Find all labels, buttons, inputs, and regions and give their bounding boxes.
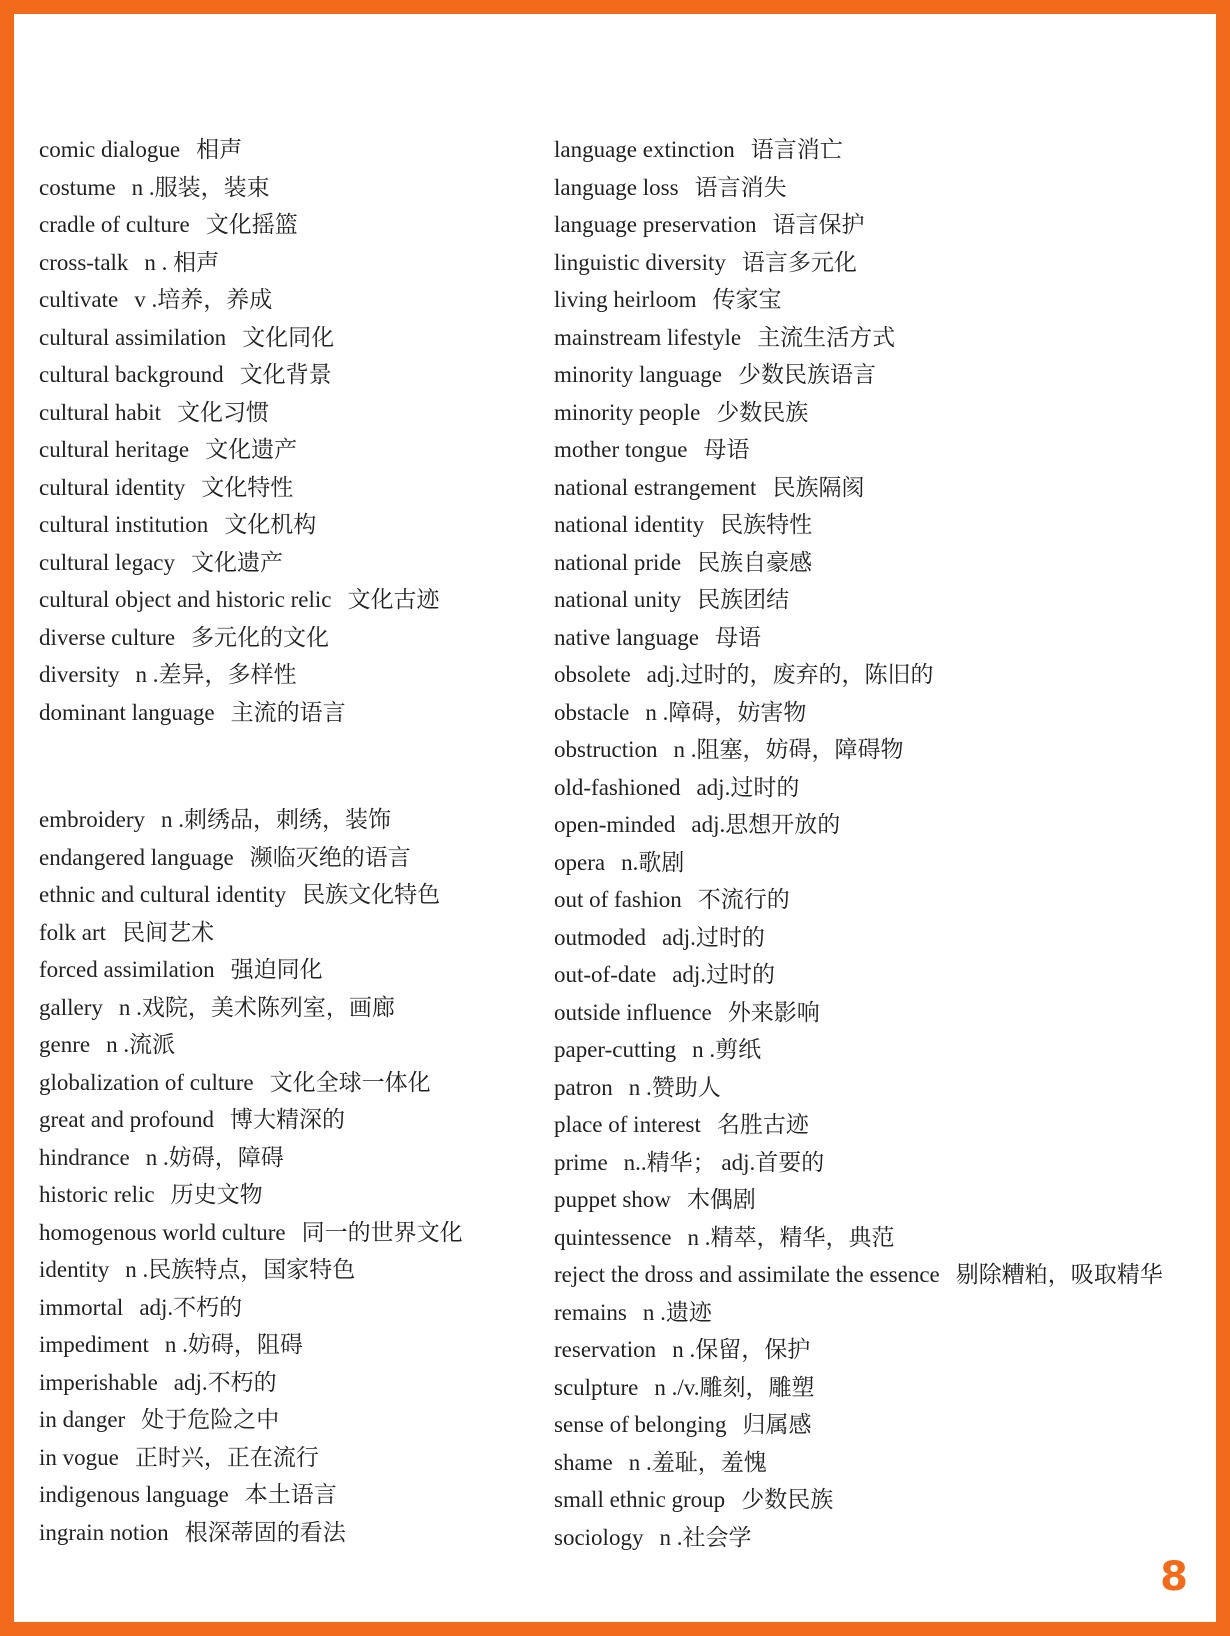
vocab-definition: n .剪纸 bbox=[692, 1037, 762, 1062]
vocab-term: embroidery bbox=[39, 807, 146, 832]
vocab-definition: 母语 bbox=[703, 437, 750, 462]
vocab-definition: 本土语言 bbox=[244, 1482, 337, 1507]
vocab-term: national identity bbox=[554, 512, 705, 537]
vocab-entry bbox=[554, 956, 1214, 994]
vocab-entry bbox=[554, 1406, 1214, 1444]
vocab-definition: 归属感 bbox=[742, 1412, 812, 1437]
vocab-definition: n .阻塞，妨碍，障碍物 bbox=[673, 737, 904, 762]
vocab-definition: n .戏院，美术陈列室，画廊 bbox=[118, 994, 395, 1020]
vocab-entry bbox=[554, 806, 1214, 844]
vocab-definition: 博大精深的 bbox=[230, 1107, 345, 1132]
vocab-definition: 少数民族 bbox=[741, 1487, 834, 1512]
vocab-definition: 少数民族 bbox=[716, 399, 809, 425]
vocab-entry bbox=[39, 581, 539, 619]
vocab-definition: 文化背景 bbox=[239, 362, 332, 387]
vocab-definition: 文化摇篮 bbox=[205, 212, 298, 237]
vocab-term: cultural habit bbox=[39, 399, 161, 425]
vocab-entry bbox=[554, 544, 1214, 582]
vocab-entry bbox=[39, 506, 539, 544]
page-number: 8 bbox=[1160, 1554, 1188, 1600]
vocab-definition: 语言保护 bbox=[772, 212, 865, 237]
vocab-definition: 历史文物 bbox=[170, 1182, 263, 1207]
vocab-entry bbox=[39, 1439, 539, 1477]
right-column-list bbox=[554, 131, 1214, 1556]
vocab-entry bbox=[39, 1139, 539, 1177]
vocab-definition: n .民族特点，国家特色 bbox=[125, 1257, 356, 1282]
vocab-term: sense of belonging bbox=[554, 1412, 727, 1437]
vocab-term: mother tongue bbox=[554, 437, 688, 462]
vocab-term: imperishable bbox=[39, 1369, 158, 1395]
vocab-definition: n .精萃，精华，典范 bbox=[687, 1224, 895, 1250]
vocab-term: hindrance bbox=[39, 1144, 130, 1170]
vocab-definition: n .赞助人 bbox=[628, 1074, 721, 1100]
vocab-term: opera bbox=[554, 849, 606, 875]
vocab-definition: 传家宝 bbox=[712, 287, 782, 312]
vocab-entry bbox=[39, 244, 539, 282]
vocab-definition: n .保留，保护 bbox=[672, 1337, 811, 1362]
vocab-entry bbox=[554, 1031, 1214, 1069]
vocab-entry bbox=[554, 506, 1214, 544]
vocab-definition: 濒临灭绝的语言 bbox=[249, 844, 411, 870]
vocab-term: puppet show bbox=[554, 1187, 671, 1212]
vocab-definition: n .障碍，妨害物 bbox=[645, 699, 807, 725]
vocab-entry bbox=[39, 1064, 539, 1102]
vocab-term: gallery bbox=[39, 994, 103, 1020]
vocab-entry bbox=[554, 244, 1214, 282]
vocab-entry bbox=[39, 801, 539, 839]
vocab-term: old-fashioned bbox=[554, 774, 681, 800]
vocab-entry bbox=[554, 1444, 1214, 1482]
vocab-definition: 文化遗产 bbox=[191, 549, 284, 575]
vocab-entry bbox=[39, 131, 539, 169]
vocab-entry bbox=[554, 581, 1214, 619]
vocab-definition: 处于危险之中 bbox=[141, 1407, 280, 1432]
vocab-entry bbox=[39, 839, 539, 877]
vocab-entry bbox=[39, 656, 539, 694]
vocab-term: small ethnic group bbox=[554, 1487, 726, 1512]
vocab-entry bbox=[554, 1369, 1214, 1407]
vocab-term: cultural legacy bbox=[39, 549, 176, 575]
vocab-entry bbox=[39, 989, 539, 1027]
vocab-term: forced assimilation bbox=[39, 957, 215, 982]
vocab-term: outside influence bbox=[554, 999, 712, 1025]
vocab-entry bbox=[554, 1069, 1214, 1107]
vocab-entry bbox=[554, 619, 1214, 657]
vocabulary-page bbox=[14, 14, 1216, 1622]
vocab-term: historic relic bbox=[39, 1182, 155, 1207]
vocab-entry bbox=[39, 1251, 539, 1289]
vocab-entry bbox=[554, 206, 1214, 244]
right-column bbox=[554, 131, 1214, 1556]
vocab-term: homogenous world culture bbox=[39, 1219, 286, 1245]
vocab-entry bbox=[554, 844, 1214, 882]
vocab-definition: 主流的语言 bbox=[230, 699, 346, 725]
vocab-entry bbox=[39, 469, 539, 507]
vocab-term: reject the dross and assimilate the essence bbox=[554, 1262, 940, 1287]
vocab-term: comic dialogue bbox=[39, 137, 181, 162]
vocab-entry bbox=[554, 1294, 1214, 1332]
vocab-term: shame bbox=[554, 1449, 613, 1475]
vocab-entry bbox=[39, 1364, 539, 1402]
section-gap bbox=[39, 731, 539, 801]
vocab-term: cradle of culture bbox=[39, 212, 190, 237]
vocab-definition: 名胜古迹 bbox=[716, 1112, 809, 1137]
vocab-entry bbox=[554, 919, 1214, 957]
vocab-definition: n.歌剧 bbox=[621, 849, 685, 875]
vocab-entry bbox=[554, 469, 1214, 507]
vocab-definition: 相声 bbox=[196, 137, 243, 162]
vocab-entry bbox=[39, 394, 539, 432]
vocab-term: quintessence bbox=[554, 1224, 672, 1250]
vocab-definition: n .刺绣品，刺绣，装饰 bbox=[161, 807, 392, 832]
vocab-definition: n .妨碍，阻碍 bbox=[164, 1332, 303, 1357]
vocab-definition: 语言多元化 bbox=[741, 249, 857, 275]
vocab-term: cultural institution bbox=[39, 512, 209, 537]
vocab-term: cultural background bbox=[39, 362, 224, 387]
vocab-definition: 根深蒂固的看法 bbox=[184, 1519, 346, 1545]
vocab-entry bbox=[554, 394, 1214, 432]
vocab-definition: 同一的世界文化 bbox=[301, 1219, 463, 1245]
vocab-term: prime bbox=[554, 1149, 608, 1175]
vocab-definition: 文化机构 bbox=[224, 512, 317, 537]
vocab-term: outmoded bbox=[554, 924, 646, 950]
vocab-entry bbox=[39, 1401, 539, 1439]
vocab-term: identity bbox=[39, 1257, 110, 1282]
vocab-definition: 语言消失 bbox=[694, 174, 787, 200]
vocab-term: open-minded bbox=[554, 812, 676, 837]
vocab-term: obstacle bbox=[554, 699, 630, 725]
left-column bbox=[39, 131, 539, 1551]
vocab-entry bbox=[39, 1514, 539, 1552]
vocab-entry bbox=[39, 169, 539, 207]
vocab-term: indigenous language bbox=[39, 1482, 229, 1507]
vocab-term: reservation bbox=[554, 1337, 657, 1362]
vocab-term: genre bbox=[39, 1032, 91, 1057]
vocab-definition: 不流行的 bbox=[697, 887, 790, 912]
vocab-definition: 文化古迹 bbox=[347, 587, 440, 612]
vocab-definition: 少数民族语言 bbox=[738, 362, 876, 387]
vocab-term: sculpture bbox=[554, 1374, 639, 1400]
vocab-definition: n .羞耻，羞愧 bbox=[628, 1449, 767, 1475]
vocab-entry bbox=[554, 1219, 1214, 1257]
vocab-entry bbox=[554, 769, 1214, 807]
vocab-term: diverse culture bbox=[39, 624, 176, 650]
vocab-definition: 多元化的文化 bbox=[191, 624, 330, 650]
vocab-term: out of fashion bbox=[554, 887, 682, 912]
vocab-definition: n..精华； adj.首要的 bbox=[623, 1149, 825, 1175]
vocab-term: minority language bbox=[554, 362, 722, 387]
vocab-term: out-of-date bbox=[554, 962, 657, 987]
vocab-entry bbox=[39, 619, 539, 657]
vocab-entry bbox=[554, 1519, 1214, 1557]
vocab-entry bbox=[554, 431, 1214, 469]
vocab-term: minority people bbox=[554, 399, 701, 425]
vocab-term: ethnic and cultural identity bbox=[39, 882, 287, 907]
vocab-entry bbox=[39, 876, 539, 914]
vocab-definition: 民间艺术 bbox=[122, 919, 215, 945]
vocab-entry bbox=[554, 1106, 1214, 1144]
vocab-definition: adj.过时的，废弃的，陈旧的 bbox=[646, 662, 934, 687]
vocab-definition: 文化全球一体化 bbox=[269, 1069, 431, 1095]
vocab-entry bbox=[39, 431, 539, 469]
vocab-term: immortal bbox=[39, 1294, 124, 1320]
vocab-entry bbox=[39, 1176, 539, 1214]
vocab-entry bbox=[39, 1289, 539, 1327]
vocab-entry bbox=[554, 1256, 1214, 1294]
vocab-entry bbox=[39, 694, 539, 732]
vocab-entry bbox=[554, 319, 1214, 357]
vocab-entry bbox=[554, 994, 1214, 1032]
vocab-term: diversity bbox=[39, 662, 120, 687]
vocab-term: paper-cutting bbox=[554, 1037, 677, 1062]
vocab-entry bbox=[39, 1326, 539, 1364]
vocab-definition: n .差异，多样性 bbox=[135, 662, 297, 687]
vocab-definition: v .培养，养成 bbox=[134, 287, 273, 312]
vocab-term: national unity bbox=[554, 587, 682, 612]
vocab-definition: 剔除糟粕，吸取精华 bbox=[955, 1262, 1163, 1287]
vocab-term: folk art bbox=[39, 919, 107, 945]
vocab-entry bbox=[39, 1214, 539, 1252]
vocab-entry bbox=[39, 951, 539, 989]
vocab-term: costume bbox=[39, 174, 116, 200]
vocab-term: patron bbox=[554, 1074, 613, 1100]
vocab-entry bbox=[39, 914, 539, 952]
vocab-entry bbox=[554, 731, 1214, 769]
vocab-definition: n .流派 bbox=[106, 1032, 176, 1057]
vocab-definition: n . 相声 bbox=[144, 249, 220, 275]
vocab-term: cultural object and historic relic bbox=[39, 587, 332, 612]
vocab-term: cultural assimilation bbox=[39, 324, 227, 350]
vocab-entry bbox=[554, 694, 1214, 732]
vocab-definition: 母语 bbox=[714, 624, 761, 650]
vocab-definition: 民族隔阂 bbox=[772, 474, 865, 500]
vocab-entry bbox=[554, 281, 1214, 319]
vocab-term: national estrangement bbox=[554, 474, 757, 500]
vocab-entry bbox=[39, 1101, 539, 1139]
vocab-definition: 语言消亡 bbox=[750, 137, 843, 162]
vocab-term: sociology bbox=[554, 1524, 644, 1550]
vocab-term: globalization of culture bbox=[39, 1069, 254, 1095]
vocab-entry bbox=[554, 1481, 1214, 1519]
vocab-term: obstruction bbox=[554, 737, 658, 762]
vocab-definition: 民族团结 bbox=[697, 587, 790, 612]
vocab-entry bbox=[554, 169, 1214, 207]
left-column-bottom-list bbox=[39, 801, 539, 1551]
vocab-definition: adj.不朽的 bbox=[173, 1369, 277, 1395]
vocab-term: great and profound bbox=[39, 1107, 214, 1132]
vocab-term: language preservation bbox=[554, 212, 757, 237]
vocab-term: obsolete bbox=[554, 662, 631, 687]
vocab-definition: adj.不朽的 bbox=[139, 1294, 243, 1320]
vocab-term: cultivate bbox=[39, 287, 119, 312]
vocab-entry bbox=[39, 1476, 539, 1514]
vocab-term: native language bbox=[554, 624, 699, 650]
vocab-definition: n .服装，装束 bbox=[131, 174, 270, 200]
vocab-definition: 民族自豪感 bbox=[697, 549, 813, 575]
vocab-entry bbox=[554, 881, 1214, 919]
vocab-definition: adj.过时的 bbox=[662, 924, 765, 950]
vocab-term: endangered language bbox=[39, 844, 234, 870]
vocab-entry bbox=[39, 1026, 539, 1064]
vocab-term: cross-talk bbox=[39, 249, 129, 275]
vocab-term: national pride bbox=[554, 549, 682, 575]
vocab-definition: n .妨碍，障碍 bbox=[145, 1144, 284, 1170]
vocab-term: place of interest bbox=[554, 1112, 701, 1137]
vocab-entry bbox=[39, 544, 539, 582]
vocab-term: cultural heritage bbox=[39, 437, 190, 462]
vocab-entry bbox=[39, 281, 539, 319]
vocab-definition: 正时兴，正在流行 bbox=[134, 1444, 319, 1470]
vocab-term: ingrain notion bbox=[39, 1519, 169, 1545]
vocab-definition: 木偶剧 bbox=[686, 1187, 756, 1212]
vocab-term: mainstream lifestyle bbox=[554, 324, 742, 350]
vocab-definition: n ./v.雕刻，雕塑 bbox=[654, 1374, 815, 1400]
vocab-term: language extinction bbox=[554, 137, 735, 162]
vocab-term: cultural identity bbox=[39, 474, 186, 500]
vocab-term: impediment bbox=[39, 1332, 149, 1357]
vocab-term: in danger bbox=[39, 1407, 126, 1432]
vocab-definition: 文化习惯 bbox=[177, 399, 269, 425]
vocab-entry bbox=[554, 356, 1214, 394]
vocab-entry bbox=[554, 1331, 1214, 1369]
vocab-term: language loss bbox=[554, 174, 679, 200]
vocab-entry bbox=[554, 131, 1214, 169]
vocab-definition: 强迫同化 bbox=[230, 957, 323, 982]
vocab-definition: 文化遗产 bbox=[205, 437, 298, 462]
vocab-entry bbox=[554, 656, 1214, 694]
vocab-definition: adj.思想开放的 bbox=[691, 812, 841, 837]
vocab-definition: 民族文化特色 bbox=[302, 882, 441, 907]
vocab-definition: 外来影响 bbox=[727, 999, 820, 1025]
vocab-definition: 民族特性 bbox=[720, 512, 813, 537]
vocab-definition: n .社会学 bbox=[659, 1524, 752, 1550]
vocab-definition: 文化同化 bbox=[242, 324, 335, 350]
vocab-entry bbox=[39, 356, 539, 394]
vocab-definition: 文化特性 bbox=[201, 474, 294, 500]
vocab-definition: adj.过时的 bbox=[696, 774, 800, 800]
vocab-definition: adj.过时的 bbox=[672, 962, 776, 987]
vocab-entry bbox=[39, 206, 539, 244]
vocab-definition: 主流生活方式 bbox=[757, 324, 896, 350]
vocab-entry bbox=[39, 319, 539, 357]
vocab-entry bbox=[554, 1144, 1214, 1182]
vocab-definition: n .遗迹 bbox=[642, 1299, 712, 1325]
vocab-entry bbox=[554, 1181, 1214, 1219]
vocab-term: linguistic diversity bbox=[554, 249, 726, 275]
vocab-term: remains bbox=[554, 1299, 627, 1325]
vocab-term: in vogue bbox=[39, 1444, 119, 1470]
left-column-top-list bbox=[39, 131, 539, 731]
vocab-term: dominant language bbox=[39, 699, 215, 725]
vocab-term: living heirloom bbox=[554, 287, 697, 312]
